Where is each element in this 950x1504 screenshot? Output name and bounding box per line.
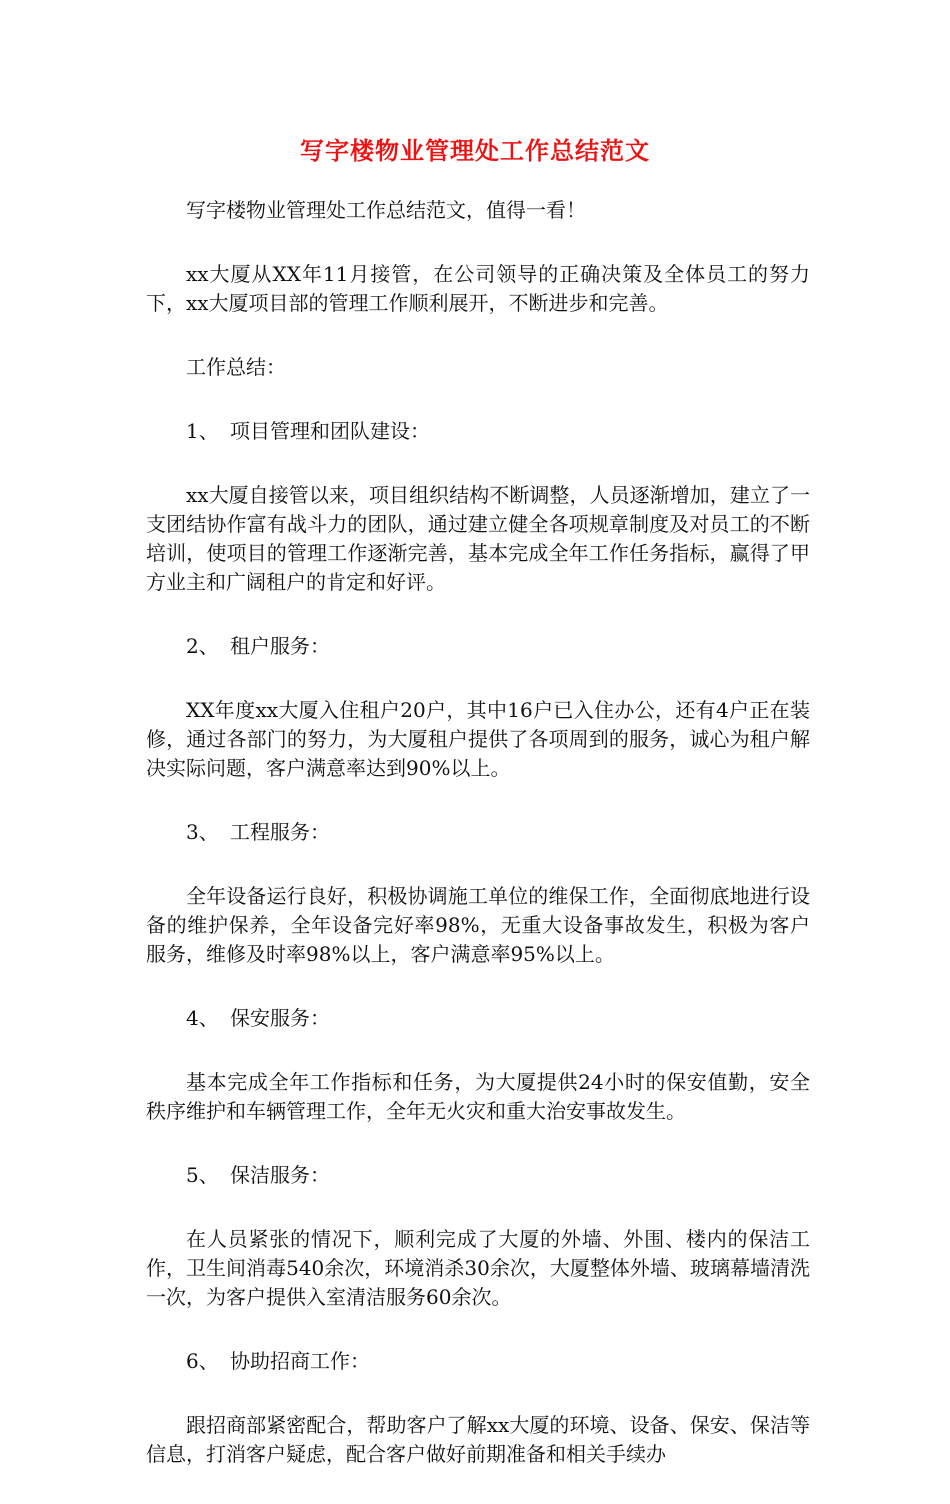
section-number: 1、 xyxy=(186,419,219,443)
opening-paragraph: xx大厦从XX年11月接管，在公司领导的正确决策及全体员工的努力下，xx大厦项目部的管理工作顺利展开，不断进步和完善。 xyxy=(146,262,810,315)
section-heading-1 xyxy=(146,417,810,446)
section-number: 6、 xyxy=(186,1349,219,1373)
section-heading-2 xyxy=(146,632,810,661)
section-body-4: 基本完成全年工作指标和任务，为大厦提供24小时的保安值勤，安全秩序维护和车辆管理工作，全年无火灾和重大治安事故发生。 xyxy=(146,1070,810,1123)
section-heading-4 xyxy=(146,1004,810,1033)
section-heading-text: 租户服务： xyxy=(230,634,330,658)
document-body xyxy=(146,196,810,1504)
section-number: 4、 xyxy=(186,1006,219,1030)
section-number: 2、 xyxy=(186,634,219,658)
section-heading-text: 项目管理和团队建设： xyxy=(230,419,430,443)
section-heading-text: 工程服务： xyxy=(230,820,330,844)
document-title: 写字楼物业管理处工作总结范文 xyxy=(300,137,650,165)
intro-paragraph: 写字楼物业管理处工作总结范文，值得一看！ xyxy=(186,198,586,222)
section-body-1: xx大厦自接管以来，项目组织结构不断调整，人员逐渐增加，建立了一支团结协作富有战斗力的团队，通过建立健全各项规章制度及对员工的不断培训，使项目的管理工作逐渐完善，基本完成全年工作任务指标，赢得了甲方业主和广阔租户的肯定和好评。 xyxy=(146,483,810,594)
section-body-5: 在人员紧张的情况下，顺利完成了大厦的外墙、外围、楼内的保洁工作，卫生间消毒540余次，环境消杀30余次，大厦整体外墙、玻璃幕墙清洗一次，为客户提供入室清洁服务60余次。 xyxy=(146,1227,810,1309)
section-heading-5 xyxy=(146,1161,810,1190)
section-heading-6 xyxy=(146,1347,810,1376)
section-body-6: 跟招商部紧密配合，帮助客户了解xx大厦的环境、设备、保安、保洁等信息，打消客户疑虑，配合客户做好前期准备和相关手续办 xyxy=(146,1413,810,1466)
section-heading-text: 保洁服务： xyxy=(230,1163,330,1187)
section-heading-3 xyxy=(146,818,810,847)
section-number: 5、 xyxy=(186,1163,219,1187)
section-heading-text: 保安服务： xyxy=(230,1006,330,1030)
section-number: 3、 xyxy=(186,820,219,844)
section-body-2: XX年度xx大厦入住租户20户，其中16户已入住办公，还有4户正在装修，通过各部门的努力，为大厦租户提供了各项周到的服务，诚心为租户解决实际问题，客户满意率达到90%以上。 xyxy=(146,698,810,780)
summary-label: 工作总结： xyxy=(186,355,286,379)
section-body-3: 全年设备运行良好，积极协调施工单位的维保工作，全面彻底地进行设备的维护保养，全年设备完好率98%，无重大设备事故发生，积极为客户服务，维修及时率98%以上，客户满意率95%以上。 xyxy=(146,884,810,966)
section-heading-text: 协助招商工作： xyxy=(230,1349,370,1373)
